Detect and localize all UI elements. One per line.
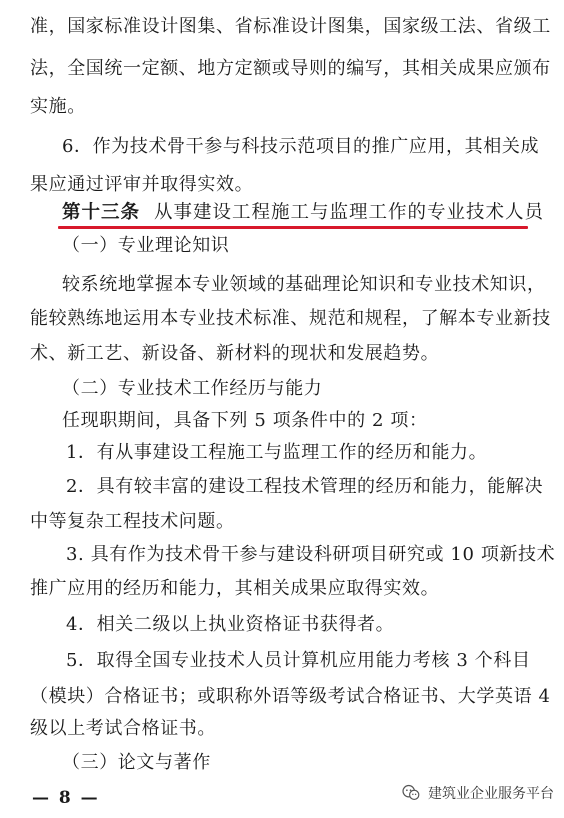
wechat-icon [400, 782, 422, 804]
text-line: 级以上考试合格证书。 [30, 718, 216, 739]
text-line: 中等复杂工程技术问题。 [30, 511, 235, 532]
section-heading: （二）专业技术工作经历与能力 [62, 378, 323, 399]
text-line: 法，全国统一定额、地方定额或导则的编写，其相关成果应颁布 [30, 58, 551, 79]
red-underline [58, 226, 528, 229]
text-line: 实施。 [30, 96, 86, 117]
text-line: 术、新工艺、新设备、新材料的现状和发展趋势。 [30, 343, 440, 364]
text-line: 任现职期间，具备下列 5 项条件中的 2 项： [62, 410, 428, 431]
article-title: 从事建设工程施工与监理工作的专业技术人员 [154, 202, 545, 223]
watermark-text: 建筑业企业服务平台 [428, 786, 554, 802]
text-line: 推广应用的经历和能力，其相关成果应取得实效。 [30, 578, 440, 599]
text-line: 6．作为技术骨干参与科技示范项目的推广应用，其相关成 [62, 136, 540, 157]
article-heading [62, 200, 544, 226]
watermark [400, 782, 554, 804]
text-line: 较系统地掌握本专业领域的基础理论知识和专业技术知识， [62, 274, 546, 295]
text-line: 果应通过评审并取得实效。 [30, 174, 254, 195]
list-item: 4．相关二级以上执业资格证书获得者。 [66, 614, 395, 635]
list-item: 3. 具有作为技术骨干参与建设科研项目研究或 10 项新技术 [66, 544, 556, 565]
article-number: 第十三条 [62, 202, 141, 223]
section-heading: （一）专业理论知识 [62, 235, 230, 256]
list-item: 1．有从事建设工程施工与监理工作的经历和能力。 [66, 442, 488, 463]
page-number: — 8 — [32, 788, 100, 808]
text-line: 能较熟练地运用本专业技术标准、规范和规程，了解本专业新技 [30, 308, 551, 329]
text-line: 准，国家标准设计图集、省标准设计图集，国家级工法、省级工 [30, 16, 551, 37]
text-line: （模块）合格证书；或职称外语等级考试合格证书、大学英语 4 [30, 686, 551, 707]
section-heading: （三）论文与著作 [62, 752, 211, 773]
list-item: 5．取得全国专业技术人员计算机应用能力考核 3 个科目 [66, 650, 531, 671]
list-item: 2．具有较丰富的建设工程技术管理的经历和能力，能解决 [66, 476, 544, 497]
